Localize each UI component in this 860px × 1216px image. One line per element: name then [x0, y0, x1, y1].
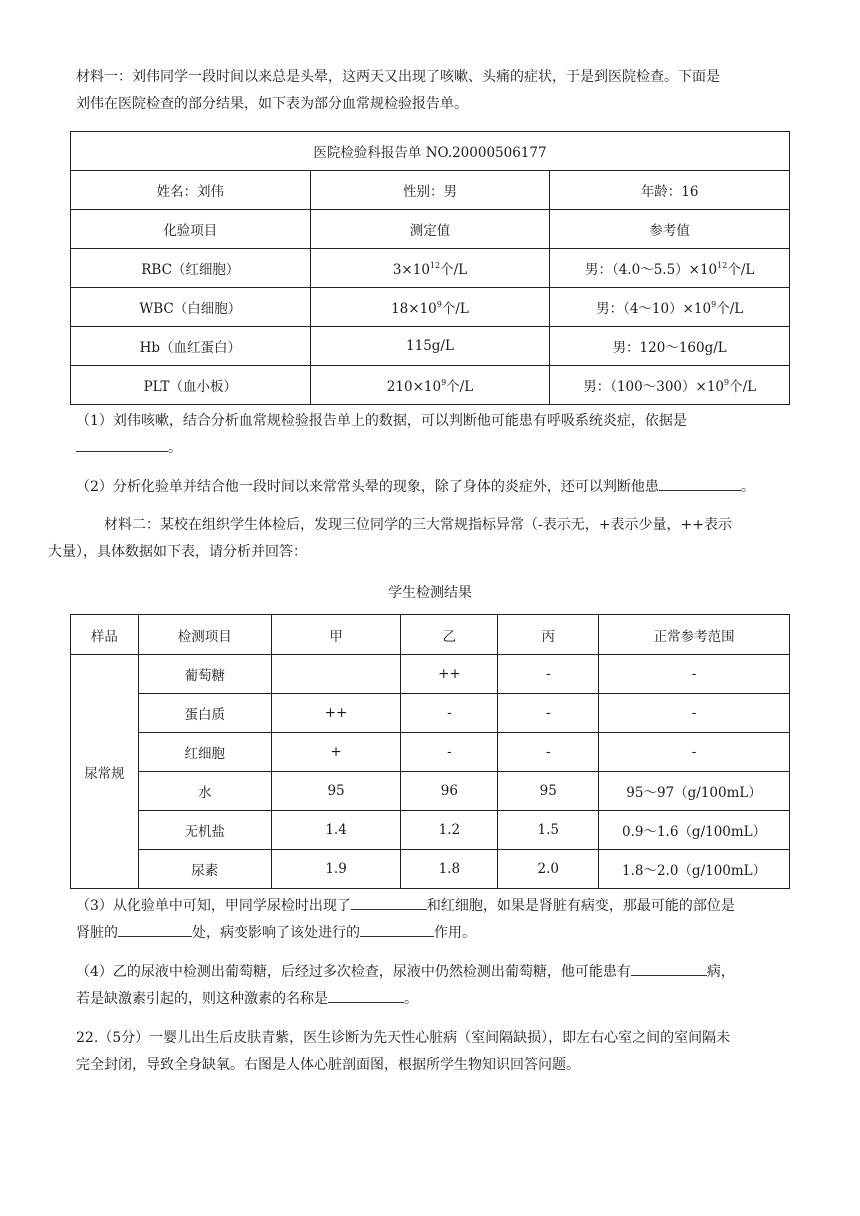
value-a: + [271, 733, 401, 772]
normal-range: 0.9～1.6（g/100mL） [599, 811, 790, 850]
header-student-b: 乙 [401, 615, 498, 655]
table-row [71, 288, 790, 327]
header-value: 测定值 [310, 210, 550, 249]
answer-blank-4a[interactable] [631, 961, 707, 976]
row-reference: 男：$(4.0\sim 5.5)\times 10^{12}$个/L [550, 249, 790, 288]
material2-intro: 材料二：某校在组织学生体检后，发现三位同学的三大常规指标异常（-表示无，+表示少量，++表示 大量），具体数据如下表，请分析并回答： [48, 517, 732, 560]
value-a [271, 655, 401, 694]
answer-blank-4b[interactable] [328, 988, 404, 1003]
material1-intro [76, 64, 792, 118]
row-value: 115g/L [310, 327, 550, 366]
answer-blank-3b[interactable] [118, 922, 192, 937]
table-row [71, 694, 790, 733]
test-item: 水 [138, 772, 271, 811]
value-b: 1.8 [401, 850, 498, 889]
material1-line2: 刘伟在医院检查的部分结果，如下表为部分血常规检验报告单。 [76, 96, 468, 112]
normal-range: 95～97（g/100mL） [599, 772, 790, 811]
value-b: 96 [401, 772, 498, 811]
answer-blank-2[interactable] [659, 476, 741, 491]
row-reference: 男：120～160g/L [550, 327, 790, 366]
value-c: 2.0 [498, 850, 599, 889]
test-item: 无机盐 [138, 811, 271, 850]
table-row [71, 327, 790, 366]
normal-range: 1.8～2.0（g/100mL） [599, 850, 790, 889]
table-row [71, 850, 790, 889]
header-normal-range: 正常参考范围 [599, 615, 790, 655]
question-3: （3）从化验单中可知，甲同学尿检时出现了 和红细胞，如果是肾脏有病变，那最可能的部位是 肾脏的 处，病变影响了该处进行的 作用。 [76, 893, 792, 947]
answer-blank-3c[interactable] [360, 922, 434, 937]
value-c: 1.5 [498, 811, 599, 850]
header-item: 化验项目 [71, 210, 311, 249]
value-b: - [401, 694, 498, 733]
row-reference: 男：$(100\sim 300)\times 10^9$个/L [550, 366, 790, 405]
value-b: ++ [401, 655, 498, 694]
value-a: 1.4 [271, 811, 401, 850]
row-item: PLT（血小板） [71, 366, 311, 405]
table-row [71, 733, 790, 772]
test-item: 蛋白质 [138, 694, 271, 733]
header-student-c: 丙 [498, 615, 599, 655]
test-item: 尿素 [138, 850, 271, 889]
question-22: 22.（5分）一婴儿出生后皮肤青紫，医生诊断为先天性心脏病（室间隔缺损），即左右心室之间的室间隔未 完全封闭，导致全身缺氧。右图是人体心脏剖面图，根据所学生物知识回答问题。 [76, 1030, 731, 1073]
row-value: $18\times 10^9$个/L [310, 288, 550, 327]
report-title: 医院检验科报告单 NO.20000506177 [71, 132, 790, 171]
value-a: 95 [271, 772, 401, 811]
normal-range: - [599, 655, 790, 694]
header-sample: 样品 [71, 615, 139, 655]
value-c: 95 [498, 772, 599, 811]
value-b: - [401, 733, 498, 772]
table-row [71, 366, 790, 405]
value-a: 1.9 [271, 850, 401, 889]
table-row [71, 811, 790, 850]
question-4: （4）乙的尿液中检测出葡萄糖，后经过多次检查，尿液中仍然检测出葡萄糖，他可能患有 病， 若是缺激素引起的，则这种激素的名称是 。 [76, 959, 792, 1013]
value-a: ++ [271, 694, 401, 733]
student-results-table [70, 614, 790, 889]
test-item: 红细胞 [138, 733, 271, 772]
value-c: - [498, 694, 599, 733]
row-value: $210\times 10^9$个/L [310, 366, 550, 405]
sample-urine-routine: 尿常规 [71, 655, 139, 889]
table-row [71, 772, 790, 811]
normal-range: - [599, 733, 790, 772]
header-reference: 参考值 [550, 210, 790, 249]
question-2: （2）分析化验单并结合他一段时间以来常常头晕的现象，除了身体的炎症外，还可以判断他患 。 [76, 474, 792, 501]
question-1: （1）刘伟咳嗽，结合分析血常规检验报告单上的数据，可以判断他可能患有呼吸系统炎症，依据是 。 [76, 413, 687, 456]
patient-age: 年龄：16 [550, 171, 790, 210]
normal-range: - [599, 694, 790, 733]
blood-report-table [70, 131, 790, 405]
row-item: WBC（白细胞） [71, 288, 311, 327]
row-reference: 男：$(4\sim 10)\times 10^9$个/L [550, 288, 790, 327]
answer-blank-1[interactable] [76, 437, 168, 452]
patient-sex: 性别：男 [310, 171, 550, 210]
header-student-a: 甲 [271, 615, 401, 655]
row-item: Hb（血红蛋白） [71, 327, 311, 366]
header-test-item: 检测项目 [138, 615, 271, 655]
value-c: - [498, 655, 599, 694]
value-c: - [498, 733, 599, 772]
table2-caption: 学生检测结果 [388, 585, 472, 601]
patient-name: 姓名：刘伟 [71, 171, 311, 210]
value-b: 1.2 [401, 811, 498, 850]
row-value: $3\times 10^{12}$个/L [310, 249, 550, 288]
row-item: RBC（红细胞） [71, 249, 311, 288]
table-row [71, 249, 790, 288]
answer-blank-3a[interactable] [351, 895, 427, 910]
material1-line1: 材料一：刘伟同学一段时间以来总是头晕，这两天又出现了咳嗽、头痛的症状，于是到医院检查。下面是 [76, 69, 720, 85]
test-item: 葡萄糖 [138, 655, 271, 694]
table-row [71, 655, 790, 694]
